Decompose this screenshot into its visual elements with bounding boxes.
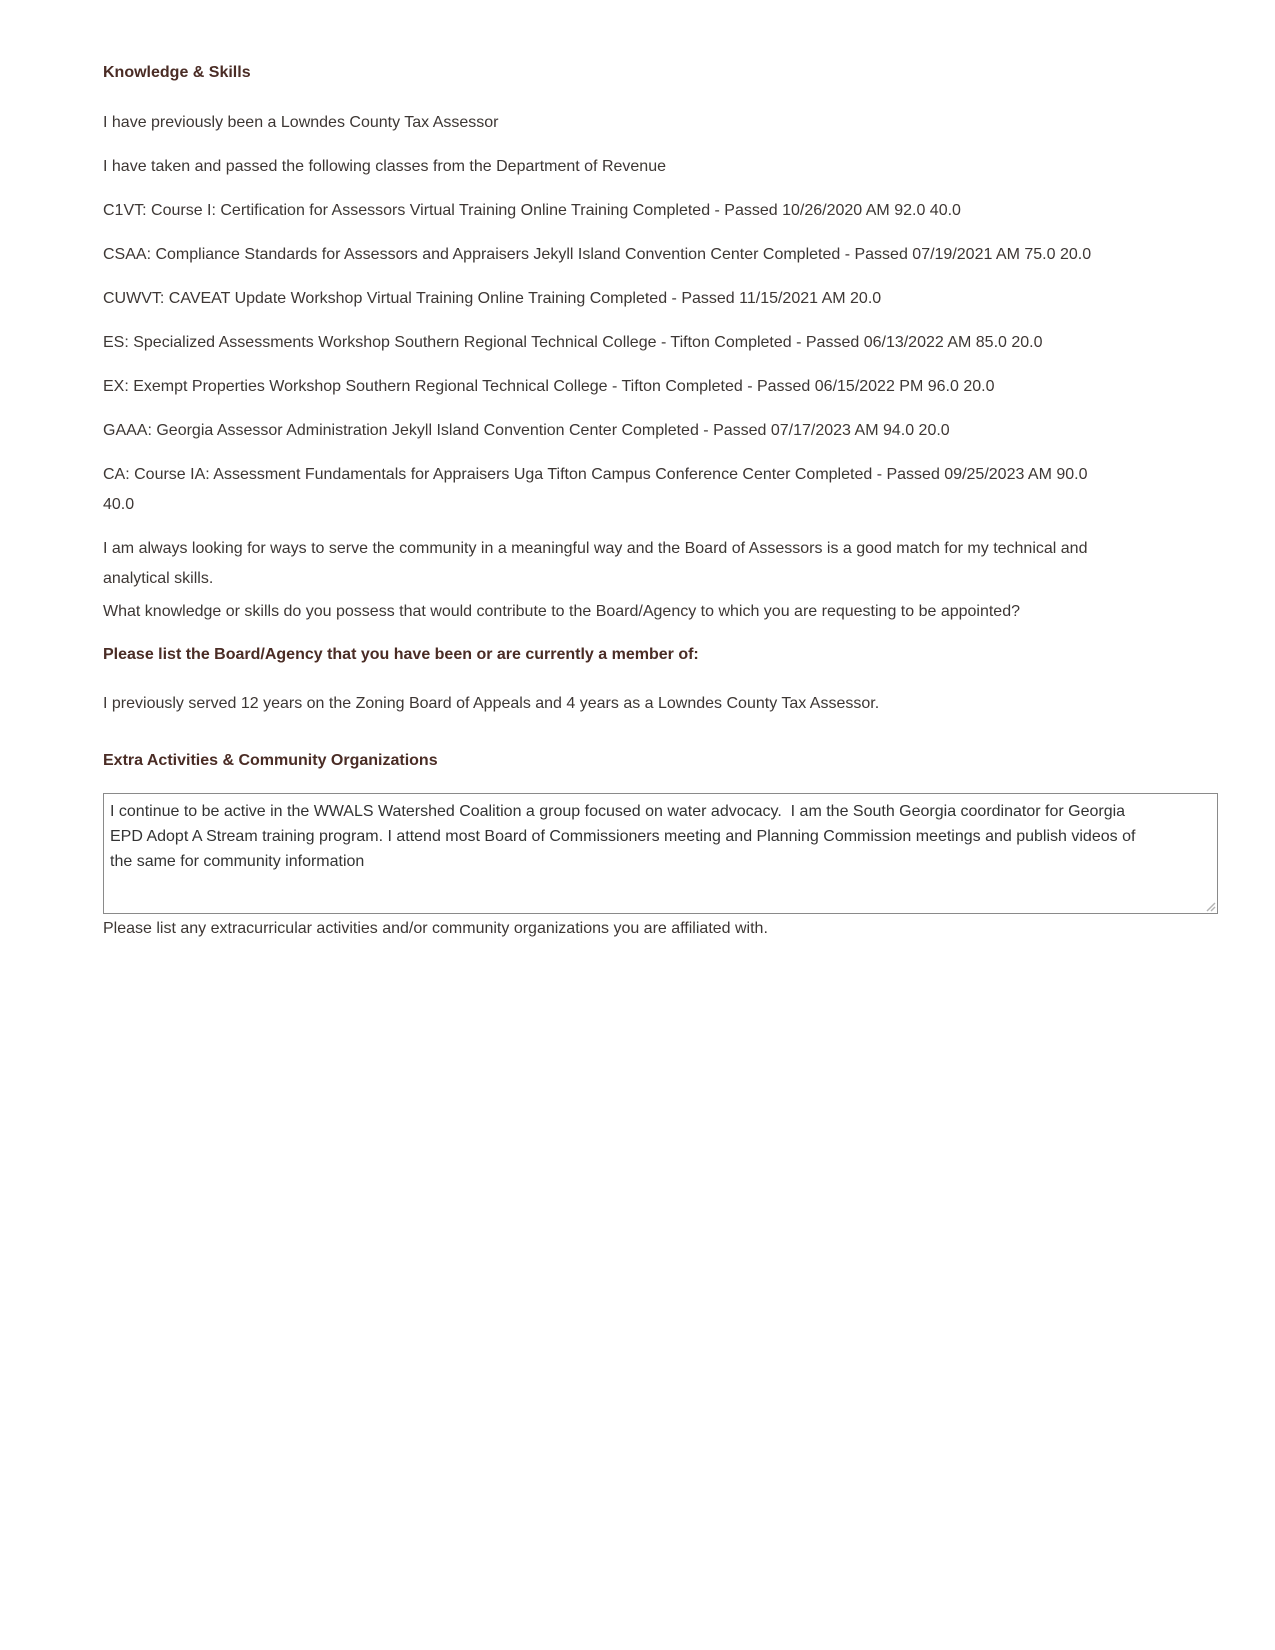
motivation-text: I am always looking for ways to serve the community in a meaningful way and the Board of Assessors is a good match for my technical and analytical skills.	[103, 540, 1088, 587]
course-line-csaa: CSAA: Compliance Standards for Assessors and Appraisers Jekyll Island Convention Center Completed - Passed 07/19/2021 AM 75.0 20.0	[103, 246, 1092, 263]
extra-activities-field-wrap	[103, 793, 1218, 914]
course-line-es: ES: Specialized Assessments Workshop Southern Regional Technical College - Tifton Completed - Passed 06/13/2022 AM 85.0 20.0	[103, 334, 1043, 351]
course-line-ex: EX: Exempt Properties Workshop Southern Regional Technical College - Tifton Completed - Passed 06/15/2022 PM 96.0 20.0	[103, 378, 995, 395]
course-line-c1vt: C1VT: Course I: Certification for Assessors Virtual Training Online Training Completed - Passed 10/26/2020 AM 92.0 40.0	[103, 202, 961, 219]
extra-activities-heading: Extra Activities & Community Organizations	[103, 752, 438, 769]
knowledge-skills-heading: Knowledge & Skills	[103, 64, 251, 81]
classes-intro-text: I have taken and passed the following classes from the Department of Revenue	[103, 158, 666, 175]
textarea-resize-handle-icon[interactable]	[1203, 899, 1216, 912]
course-line-gaaa: GAAA: Georgia Assessor Administration Jekyll Island Convention Center Completed - Passed 07/17/2023 AM 94.0 20.0	[103, 422, 950, 439]
prior-experience-text: I have previously been a Lowndes County Tax Assessor	[103, 114, 499, 131]
course-line-ca: CA: Course IA: Assessment Fundamentals for Appraisers Uga Tifton Campus Conference Center Completed - Passed 09/25/2023 AM 90.0 40.0	[103, 466, 1088, 513]
board-agency-heading: Please list the Board/Agency that you have been or are currently a member of:	[103, 646, 699, 663]
course-line-cuwvt: CUWVT: CAVEAT Update Workshop Virtual Training Online Training Completed - Passed 11/15/2021 AM 20.0	[103, 290, 882, 307]
knowledge-question-text: What knowledge or skills do you possess that would contribute to the Board/Agency to which you are requesting to be appointed?	[103, 603, 1020, 620]
extra-activities-textarea[interactable]	[103, 793, 1218, 914]
board-agency-answer-text: I previously served 12 years on the Zoning Board of Appeals and 4 years as a Lowndes County Tax Assessor.	[103, 695, 880, 712]
extra-activities-caption: Please list any extracurricular activities and/or community organizations you are affiliated with.	[103, 920, 768, 937]
